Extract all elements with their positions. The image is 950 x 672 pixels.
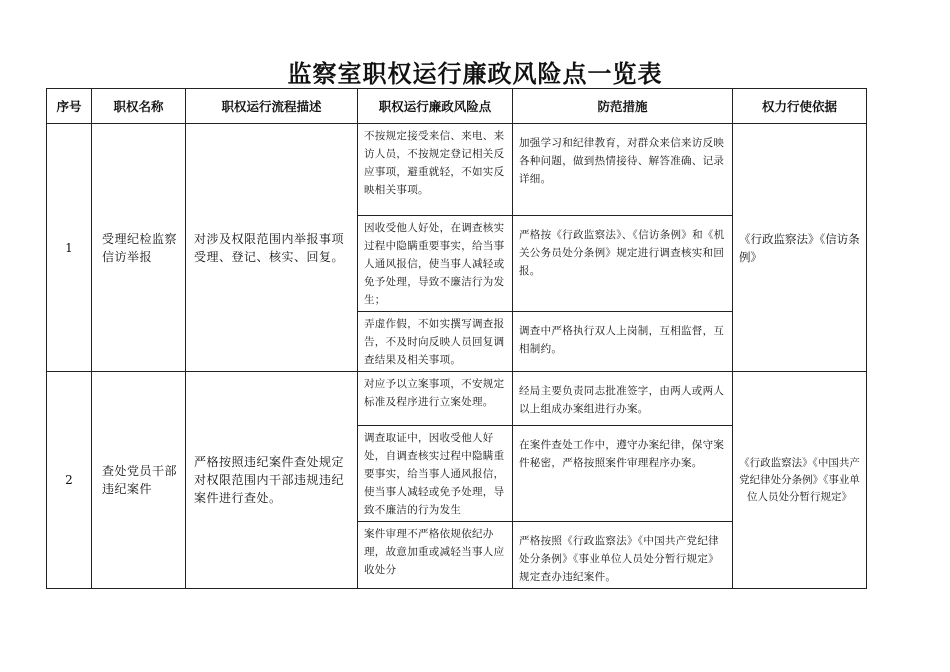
flow-description: 严格按照违纪案件查处规定对权限范围内干部违规违纪案件进行查处。 (186, 372, 358, 589)
row-seq: 2 (47, 372, 92, 589)
table-header-row (47, 89, 867, 124)
table-row (47, 124, 867, 216)
risk-point: 案件审理不严格依规依纪办理，故意加重或减轻当事人应收处分 (358, 522, 513, 589)
power-name: 受理纪检监察信访举报 (92, 124, 186, 372)
header-risk: 职权运行廉政风险点 (358, 89, 513, 124)
header-flow: 职权运行流程描述 (186, 89, 358, 124)
header-measure: 防范措施 (513, 89, 733, 124)
table-row (47, 372, 867, 426)
header-seq: 序号 (47, 89, 92, 124)
power-basis: 《行政监察法》《中国共产党纪律处分条例》《事业单位人员处分暂行规定》 (733, 372, 867, 589)
risk-point: 因收受他人好处，在调查核实过程中隐瞒重要事实，给当事人通风报信，使当事人减轻或免予处理，导致不廉洁行为发生； (358, 216, 513, 312)
prevention-measure: 严格按照《行政监察法》《中国共产党纪律处分条例》《事业单位人员处分暂行规定》规定查办违纪案件。 (513, 522, 733, 589)
risk-point: 对应予以立案事项，不安规定标准及程序进行立案处理。 (358, 372, 513, 426)
risk-table (46, 88, 867, 589)
document-title: 监察室职权运行廉政风险点一览表 (287, 60, 663, 88)
risk-point: 调查取证中，因收受他人好处，自调查核实过程中隐瞒重要事实，给当事人通风报信，使当事人减轻或免予处理，导致不廉洁的行为发生 (358, 426, 513, 522)
prevention-measure: 在案件查处工作中，遵守办案纪律，保守案件秘密，严格按照案件审理程序办案。 (513, 426, 733, 522)
prevention-measure: 调查中严格执行双人上岗制，互相监督，互相制约。 (513, 312, 733, 372)
header-name: 职权名称 (92, 89, 186, 124)
flow-description: 对涉及权限范围内举报事项受理、登记、核实、回复。 (186, 124, 358, 372)
power-basis: 《行政监察法》《信访条例》 (733, 124, 867, 372)
prevention-measure: 严格按《行政监察法》、《信访条例》和《机关公务员处分条例》规定进行调查核实和回报。 (513, 216, 733, 312)
risk-point: 不按规定接受来信、来电、来访人员，不按规定登记相关反应事项，避重就轻，不如实反映相关事项。 (358, 124, 513, 216)
header-basis: 权力行使依据 (733, 89, 867, 124)
prevention-measure: 经局主要负责同志批准签字，由两人或两人以上组成办案组进行办案。 (513, 372, 733, 426)
risk-point: 弄虚作假，不如实撰写调查报告，不及时向反映人员回复调查结果及相关事项。 (358, 312, 513, 372)
power-name: 查处党员干部违纪案件 (92, 372, 186, 589)
row-seq: 1 (47, 124, 92, 372)
prevention-measure: 加强学习和纪律教育，对群众来信来访反映各种问题，做到热情接待、解答准确、记录详细。 (513, 124, 733, 216)
